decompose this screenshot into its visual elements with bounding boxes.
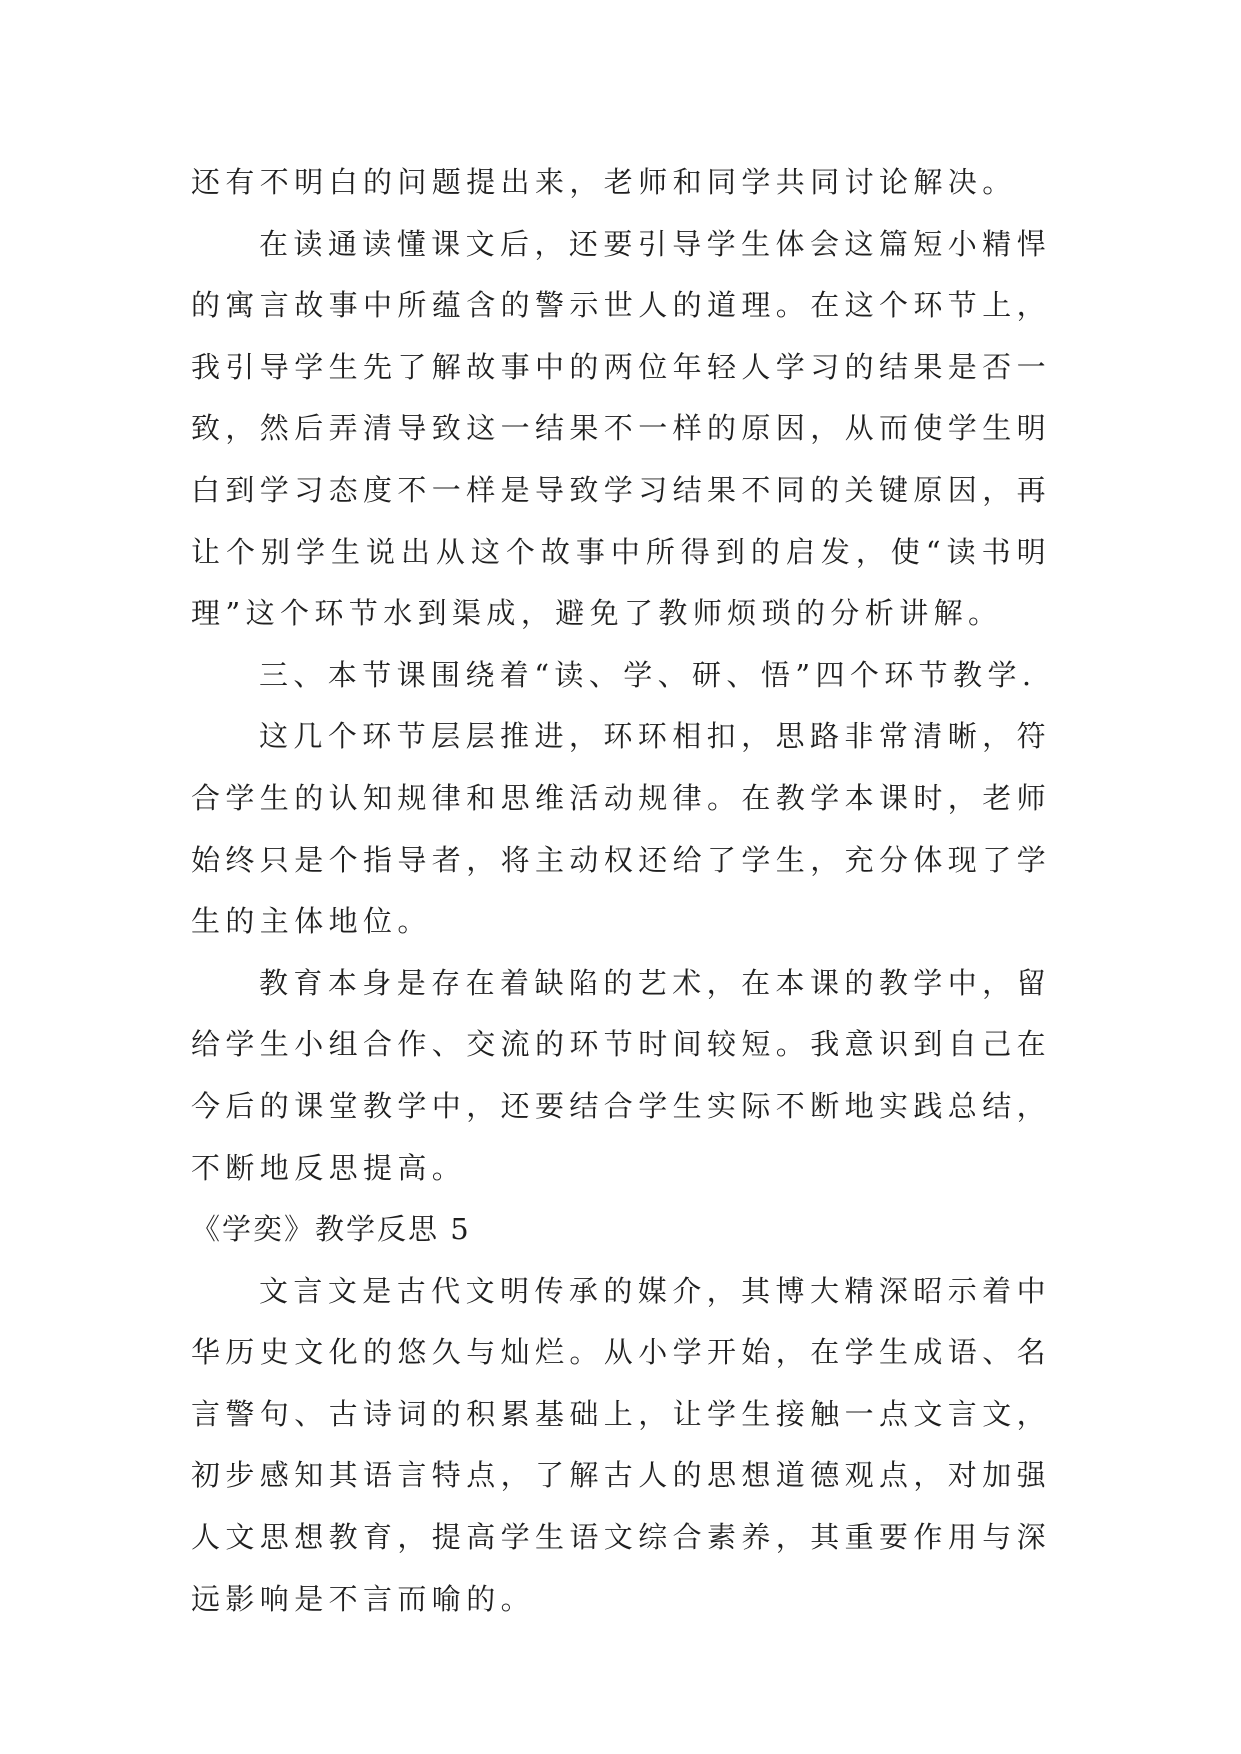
paragraph-reading-comprehension: 在读通读懂课文后，还要引导学生体会这篇短小精悍的寓言故事中所蕴含的警示世人的道理。在这个环节上，我引导学生先了解故事中的两位年轻人学习的结果是否一致，然后弄清导致这一结果不一样的原因，从而使学生明白到学习态度不一样是导致学习结果不同的关键原因，再让个别学生说出从这个故事中所得到的启发，使“读书明理”这个环节水到渠成，避免了教师烦琐的分析讲解。 [191,226,1052,631]
section-title: 《学奕》教学反思 5 [191,1212,471,1247]
paragraph-continuation: 还有不明白的问题提出来，老师和同学共同讨论解决。 [191,165,1017,199]
paragraph-classical-chinese: 文言文是古代文明传承的媒介，其博大精深昭示着中华历史文化的悠久与灿烂。从小学开始，在学生成语、名言警句、古诗词的积累基础上，让学生接触一点文言文，初步感知其语言特点，了解古人的思想道德观点，对加强人文思想教育，提高学生语文综合素养，其重要作用与深远影响是不言而喻的。 [191,1273,1052,1616]
paragraph-teaching-steps: 这几个环节层层推进，环环相扣，思路非常清晰，符合学生的认知规律和思维活动规律。在教学本课时，老师始终只是个指导者，将主动权还给了学生，充分体现了学生的主体地位。 [191,719,1052,939]
paragraph-section-three: 三、本节课围绕着“读、学、研、悟”四个环节教学. [259,657,1037,692]
document-body [191,152,1051,1630]
paragraph-reflection: 教育本身是存在着缺陷的艺术，在本课的教学中，留给学生小组合作、交流的环节时间较短。我意识到自己在今后的课堂教学中，还要结合学生实际不断地实践总结，不断地反思提高。 [191,965,1052,1185]
